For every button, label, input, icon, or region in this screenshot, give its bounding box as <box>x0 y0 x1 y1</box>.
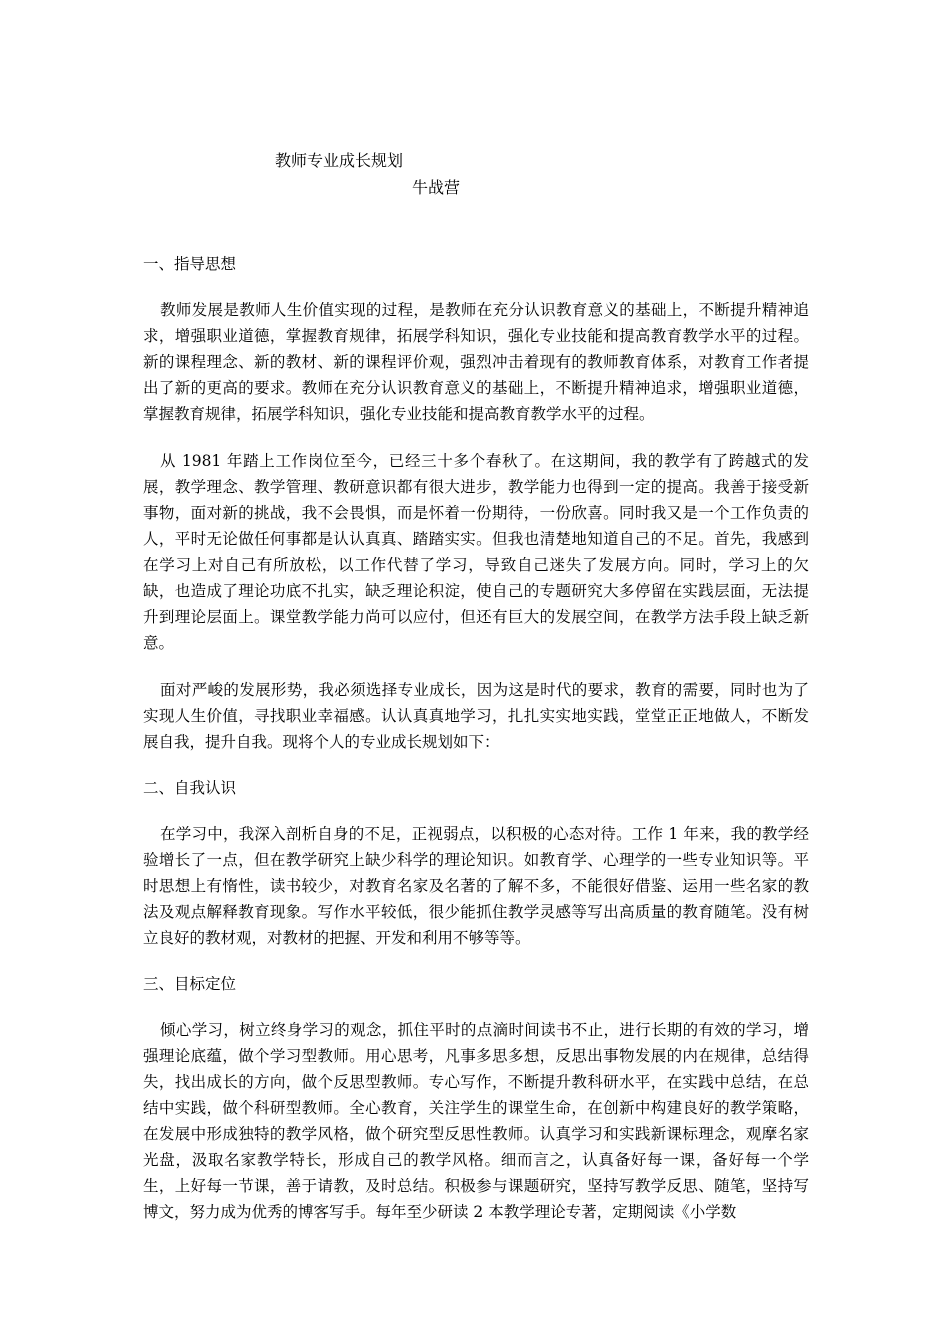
paragraph: 教师发展是教师人生价值实现的过程，是教师在充分认识教育意义的基础上，不断提升精神追求，增强职业道德，掌握教育规律，拓展学科知识，强化专业技能和提高教育教学水平的过程。新的课程理念、新的教材、新的课程评价观，强烈冲击着现有的教师教育体系，对教育工作者提出了新的更高的要求。教师在充分认识教育意义的基础上，不断提升精神追求，增强职业道德，掌握教育规律，拓展学科知识，强化专业技能和提高教育教学水平的过程。 <box>143 301 809 423</box>
document-author: 牛战营 <box>412 178 461 197</box>
section-heading: 三、目标定位 <box>143 975 237 993</box>
document-body <box>143 252 809 1246</box>
section-goal-positioning <box>143 972 809 1225</box>
section-guiding-ideology <box>143 252 809 755</box>
paragraph: 从 1981 年踏上工作岗位至今，已经三十多个春秋了。在这期间，我的教学有了跨越式的发展，教学理念、教学管理、教研意识都有很大进步，教学能力也得到一定的提高。我善于接受新事物，面对新的挑战，我不会畏惧，而是怀着一份期待，一份欣喜。同时我又是一个工作负责的人，平时无论做任何事都是认认真真、踏踏实实。但我也清楚地知道自己的不足。首先，我感到在学习上对自己有所放松，以工作代替了学习，导致自己迷失了发展方向。同时，学习上的欠缺，也造成了理论功底不扎实，缺乏理论积淀，使自己的专题研究大多停留在实践层面，无法提升到理论层面上。课堂教学能力尚可以应付，但还有巨大的发展空间，在教学方法手段上缺乏新意。 <box>143 452 809 652</box>
paragraph: 倾心学习，树立终身学习的观念，抓住平时的点滴时间读书不止，进行长期的有效的学习，增强理论底蕴，做个学习型教师。用心思考，凡事多思多想，反思出事物发展的内在规律，总结得失，找出成长的方向，做个反思型教师。专心写作，不断提升教科研水平，在实践中总结，在总结中实践，做个科研型教师。全心教育，关注学生的课堂生命，在创新中构建良好的教学策略，在发展中形成独特的教学风格，做个研究型反思性教师。认真学习和实践新课标理念，观摩名家光盘，汲取名家教学特长，形成自己的教学风格。细而言之，认真备好每一课，备好每一个学生，上好每一节课，善于请教，及时总结。积极参与课题研究，坚持写教学反思、随笔，坚持写博文，努力成为优秀的博客写手。每年至少研读 2 本教学理论专著，定期阅读《小学数 <box>143 1021 809 1221</box>
section-heading: 一、指导思想 <box>143 255 237 273</box>
document-title: 教师专业成长规划 <box>275 151 404 170</box>
paragraph: 在学习中，我深入剖析自身的不足，正视弱点，以积极的心态对待。工作 1 年来，我的教学经验增长了一点，但在教学研究上缺少科学的理论知识。如教育学、心理学的一些专业知识等。平时思想上有惰性，读书较少，对教育名家及名著的了解不多，不能很好借鉴、运用一些名家的教法及观点解释教育现象。写作水平较低，很少能抓住教学灵感等写出高质量的教育随笔。没有树立良好的教材观，对教材的把握、开发和利用不够等等。 <box>143 825 809 947</box>
section-heading: 二、自我认识 <box>143 779 237 797</box>
paragraph: 面对严峻的发展形势，我必须选择专业成长，因为这是时代的要求，教育的需要，同时也为了实现人生价值，寻找职业幸福感。认认真真地学习，扎扎实实地实践，堂堂正正地做人，不断发展自我，提升自我。现将个人的专业成长规划如下： <box>143 681 809 751</box>
section-self-awareness <box>143 776 809 951</box>
